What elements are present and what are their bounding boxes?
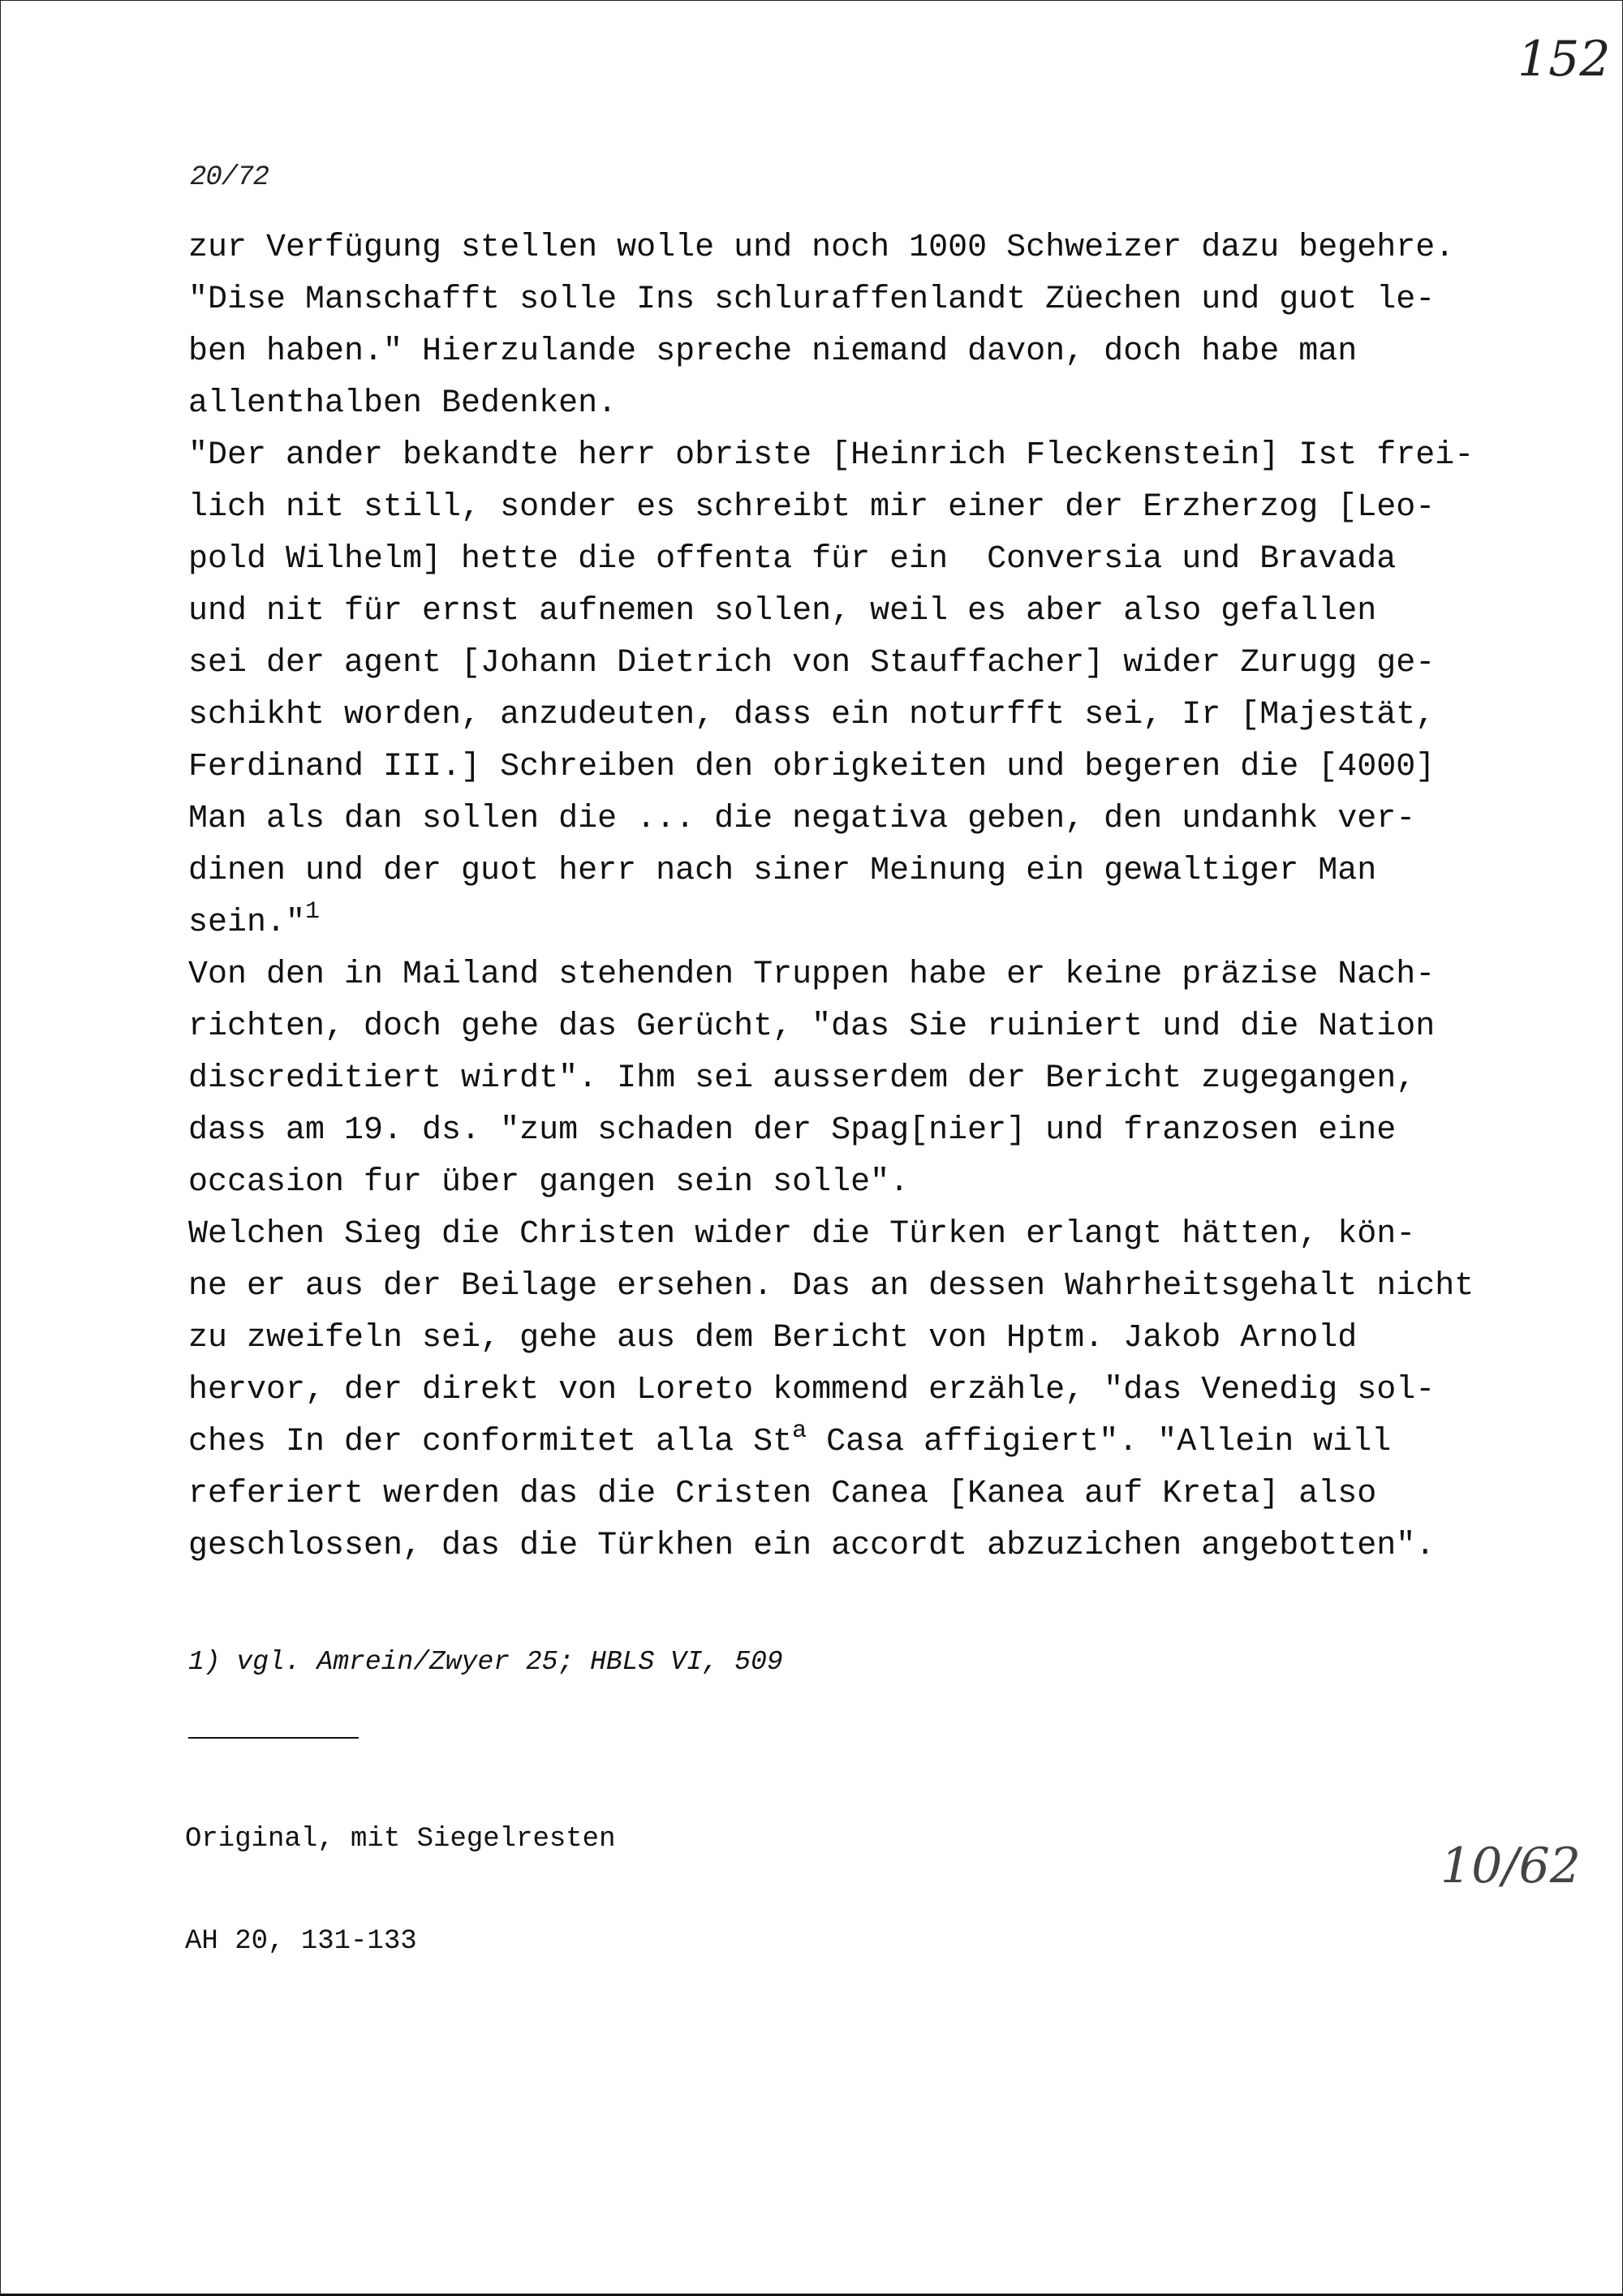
line-text: discreditiert wirdt". Ihm sei ausserdem der Bericht zugegangen,	[188, 1060, 1416, 1097]
line-text: zur Verfügung stellen wolle und noch 1000 Schweizer dazu begehre.	[188, 230, 1455, 266]
line-text: Ferdinand III.] Schreiben den obrigkeiten und begeren die [4000]	[188, 749, 1436, 785]
line-text: Man als dan sollen die ... die negativa geben, den undanhk ver-	[188, 801, 1416, 837]
line-text: dinen und der guot herr nach siner Meinung ein gewaltiger Man	[188, 853, 1377, 889]
body-line	[188, 1001, 1474, 1053]
document-body	[188, 222, 1474, 1572]
body-line	[188, 222, 1474, 274]
body-line	[188, 378, 1474, 430]
line-text: "Der ander bekandte herr obriste [Heinrich Fleckenstein] Ist frei-	[188, 437, 1474, 474]
line-text: zu zweifeln sei, gehe aus dem Bericht von Hptm. Jakob Arnold	[188, 1320, 1358, 1357]
body-line	[188, 1105, 1474, 1157]
body-line	[188, 1365, 1474, 1417]
body-line	[188, 845, 1474, 897]
superscript: a	[792, 1417, 807, 1445]
separator-rule	[188, 1737, 359, 1739]
line-text: sei der agent [Johann Dietrich von Stauffacher] wider Zurugg ge-	[188, 645, 1436, 681]
body-line	[188, 638, 1474, 690]
body-line	[188, 1261, 1474, 1313]
body-line	[188, 1157, 1474, 1209]
body-line	[188, 1468, 1474, 1520]
source-line-original: Original, mit Siegelresten	[185, 1824, 616, 1855]
line-text: lich nit still, sonder es schreibt mir einer der Erzherzog [Leo-	[188, 489, 1436, 526]
body-line	[188, 690, 1474, 742]
body-line	[188, 586, 1474, 638]
line-text: hervor, der direkt von Loreto kommend erzähle, "das Venedig sol-	[188, 1372, 1436, 1408]
line-text: dass am 19. ds. "zum schaden der Spag[nier] und franzosen eine	[188, 1112, 1397, 1149]
body-line	[188, 1313, 1474, 1365]
handwritten-page-number: 152	[1518, 31, 1611, 88]
body-line	[188, 482, 1474, 534]
line-text: Von den in Mailand stehenden Truppen habe er keine präzise Nach-	[188, 957, 1436, 993]
body-line	[188, 430, 1474, 482]
line-text: allenthalben Bedenken.	[188, 385, 618, 422]
body-line	[188, 1209, 1474, 1261]
line-text: "Dise Manschafft solle Ins schluraffenlandt Züechen und guot le-	[188, 282, 1436, 318]
line-text: und nit für ernst aufnemen sollen, weil es aber also gefallen	[188, 593, 1377, 630]
line-text-continued: Casa affigiert". "Allein will	[807, 1424, 1392, 1460]
body-line	[188, 1520, 1474, 1572]
line-text: richten, doch gehe das Gerücht, "das Sie ruiniert und die Nation	[188, 1008, 1436, 1045]
body-line	[188, 1417, 1474, 1468]
line-text: schikht worden, anzudeuten, dass ein noturfft sei, Ir [Majestät,	[188, 697, 1436, 733]
superscript: 1	[305, 898, 321, 926]
body-line	[188, 1053, 1474, 1105]
source-line-archive: AH 20, 131-133	[185, 1926, 417, 1957]
footnote: 1) vgl. Amrein/Zwyer 25; HBLS VI, 509	[188, 1647, 783, 1677]
line-text: ne er aus der Beilage ersehen. Das an dessen Wahrheitsgehalt nicht	[188, 1268, 1474, 1305]
body-line	[188, 742, 1474, 793]
line-text: geschlossen, das die Türkhen ein accordt abzuzichen angebotten".	[188, 1528, 1436, 1564]
source-note	[185, 1754, 616, 1993]
line-text: pold Wilhelm] hette die offenta für ein Conversia und Bravada	[188, 541, 1397, 578]
line-text: Welchen Sieg die Christen wider die Türken erlangt hätten, kön-	[188, 1216, 1416, 1253]
line-text: sein."	[188, 905, 306, 941]
line-text: ben haben." Hierzulande spreche niemand davon, doch habe man	[188, 333, 1358, 370]
body-line	[188, 274, 1474, 326]
body-line	[188, 949, 1474, 1001]
body-line	[188, 793, 1474, 845]
line-text: ches In der conformitet alla St	[188, 1424, 793, 1460]
page-reference: 20/72	[190, 162, 269, 193]
line-text: referiert werden das die Cristen Canea [Kanea auf Kreta] also	[188, 1476, 1377, 1512]
body-line	[188, 534, 1474, 586]
handwritten-archive-number: 10/62	[1440, 1838, 1581, 1894]
line-text: occasion fur über gangen sein solle".	[188, 1164, 910, 1201]
body-line	[188, 326, 1474, 378]
body-line	[188, 897, 1474, 949]
